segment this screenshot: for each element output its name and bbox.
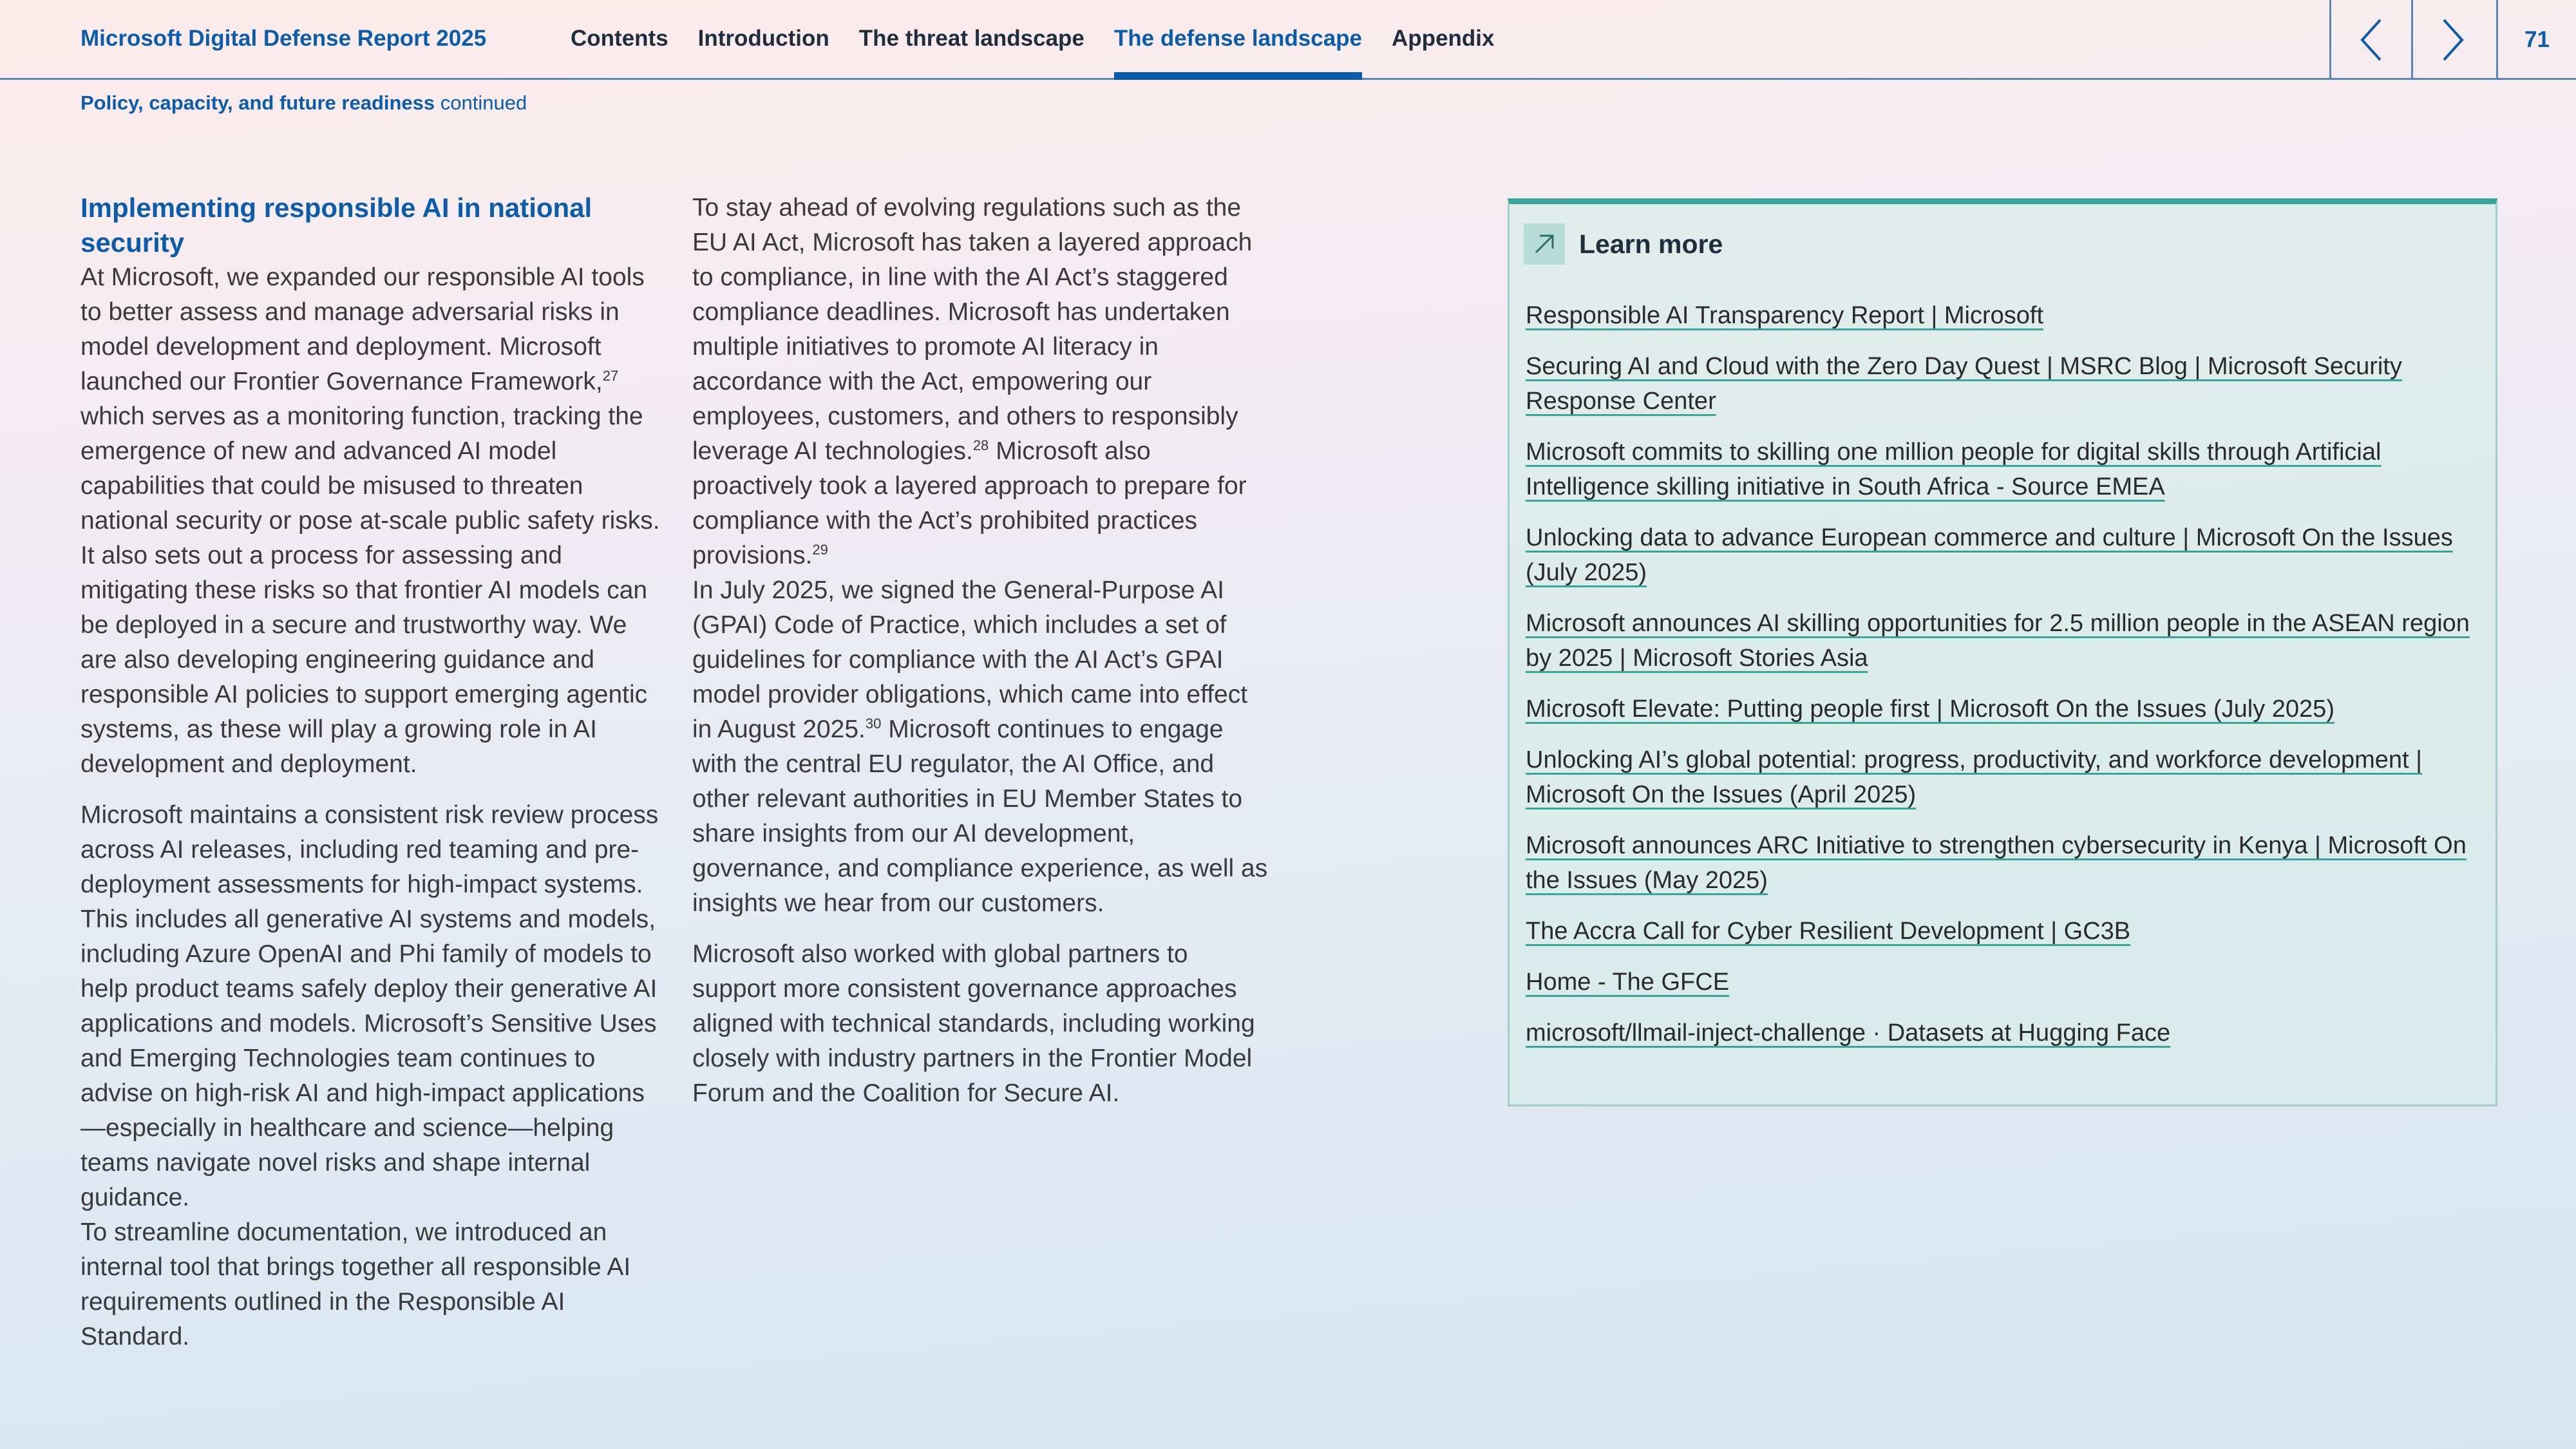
learn-more-header bbox=[1524, 223, 1723, 265]
breadcrumb-suffix: continued bbox=[440, 91, 527, 114]
external-arrow-icon bbox=[1524, 223, 1565, 265]
paragraph: At Microsoft, we expanded our responsible AI tools to better assess and manage adversarial risks in model development and deployment. Microsoft launched our Frontier Governance Framework,$^{27}$ which serves as a monitoring function, tracking the emergence of new and advanced AI model capabilities that could be misused to threaten national security or pose at-scale public safety risks. It also sets out a process for assessing and mitigating these risks so that frontier AI models can be deployed in a secure and trustworthy way. We are also developing engineering guidance and responsible AI policies to support emerging agentic systems, as these will play a growing role in AI development and deployment. bbox=[80, 263, 660, 778]
link-item[interactable]: Microsoft announces AI skilling opportunities for 2.5 million people in the ASEAN region by 2025 | Microsoft Stories Asia bbox=[1526, 610, 2470, 672]
section-heading: Implementing responsible AI in national security bbox=[80, 193, 592, 258]
link-item[interactable]: Unlocking data to advance European commerce and culture | Microsoft On the Issues (July 2025) bbox=[1526, 524, 2453, 586]
link-item[interactable]: Unlocking AI’s global potential: progress, productivity, and workforce development | Microsoft On the Issues (April 2025) bbox=[1526, 746, 2422, 808]
section-nav bbox=[571, 0, 1524, 80]
paragraph: Microsoft maintains a consistent risk review process across AI releases, including red teaming and pre-deployment assessments for high-impact systems. This includes all generative AI systems and models, including Azure OpenAI and Phi family of models to help product teams safely deploy their generative AI applications and models. Microsoft’s Sensitive Uses and Emerging Technologies team continues to advise on high-risk AI and high-impact applications—especially in healthcare and science—helping teams navigate novel risks and shape internal guidance. bbox=[80, 801, 659, 1211]
link-item[interactable]: Home - The GFCE bbox=[1526, 969, 1730, 996]
link-item[interactable]: Responsible AI Transparency Report | Microsoft bbox=[1526, 302, 2044, 329]
article-column-1 bbox=[80, 191, 667, 1370]
footnote-ref[interactable]: 28 bbox=[972, 437, 989, 453]
article-column-2 bbox=[692, 191, 1272, 1127]
learn-more-panel bbox=[1508, 198, 2497, 1106]
footnote-ref[interactable]: 27 bbox=[602, 368, 619, 384]
page-number: 71 bbox=[2496, 0, 2576, 80]
link-item[interactable]: Microsoft Elevate: Putting people first | Microsoft On the Issues (July 2025) bbox=[1526, 696, 2334, 723]
link-item[interactable]: Microsoft commits to skilling one million people for digital skills through Artificial Intelligence skilling initiative in South Africa - Source EMEA bbox=[1526, 439, 2382, 500]
previous-page-button[interactable] bbox=[2329, 0, 2411, 80]
paragraph: Microsoft also worked with global partners to support more consistent governance approaches aligned with technical standards, including working closely with industry partners in the Frontier Model Forum and the Coalition for Secure AI. bbox=[692, 940, 1255, 1107]
footnote-ref[interactable]: 29 bbox=[812, 542, 828, 558]
top-navigation-bar bbox=[0, 0, 2576, 80]
learn-more-title: Learn more bbox=[1579, 229, 1723, 259]
footnote-ref[interactable]: 30 bbox=[865, 715, 882, 732]
report-title[interactable]: Microsoft Digital Defense Report 2025 bbox=[80, 26, 487, 51]
paragraph: To stay ahead of evolving regulations such as the EU AI Act, Microsoft has taken a layered approach to compliance, in line with the AI Act’s staggered compliance deadlines. Microsoft has undertaken multiple initiatives to promote AI literacy in accordance with the Act, empowering our employees, customers, and others to responsibly leverage AI technologies.$^{28}$ Microsoft also proactively took a layered approach to prepare for compliance with the Act’s prohibited practices provisions.$^{29}$ bbox=[692, 194, 1253, 569]
chevron-right-icon bbox=[2440, 17, 2466, 62]
nav-defense-landscape[interactable]: The defense landscape bbox=[1114, 0, 1362, 80]
paragraph: In July 2025, we signed the General-Purpose AI (GPAI) Code of Practice, which includes a set of guidelines for compliance with the AI Act’s GPAI model provider obligations, which came into effect in August 2025.30 Microsoft continues to engage with the central EU regulator, the AI Office, and other relevant authorities in EU Member States to share insights from our AI development, governance, and compliance experience, as well as insights we hear from our customers. bbox=[692, 576, 1268, 917]
nav-threat-landscape[interactable]: The threat landscape bbox=[858, 26, 1084, 51]
link-item[interactable]: microsoft/llmail-inject-challenge · Datasets at Hugging Face bbox=[1526, 1019, 2171, 1046]
breadcrumb bbox=[80, 91, 527, 115]
chevron-left-icon bbox=[2358, 17, 2384, 62]
nav-introduction[interactable]: Introduction bbox=[697, 26, 829, 51]
paragraph: To streamline documentation, we introduced an internal tool that brings together all responsible AI requirements outlined in the Responsible AI Standard. bbox=[80, 1218, 631, 1350]
link-item[interactable]: The Accra Call for Cyber Resilient Development | GC3B bbox=[1526, 918, 2131, 945]
link-item[interactable]: Securing AI and Cloud with the Zero Day Quest | MSRC Blog | Microsoft Security Response Center bbox=[1526, 353, 2402, 415]
next-page-button[interactable] bbox=[2411, 0, 2493, 80]
nav-appendix[interactable]: Appendix bbox=[1392, 26, 1495, 51]
nav-contents[interactable]: Contents bbox=[571, 26, 668, 51]
link-item[interactable]: Microsoft announces ARC Initiative to strengthen cybersecurity in Kenya | Microsoft On the Issues (May 2025) bbox=[1526, 832, 2467, 894]
breadcrumb-section: Policy, capacity, and future readiness bbox=[80, 91, 435, 114]
learn-more-links bbox=[1526, 298, 2485, 1066]
